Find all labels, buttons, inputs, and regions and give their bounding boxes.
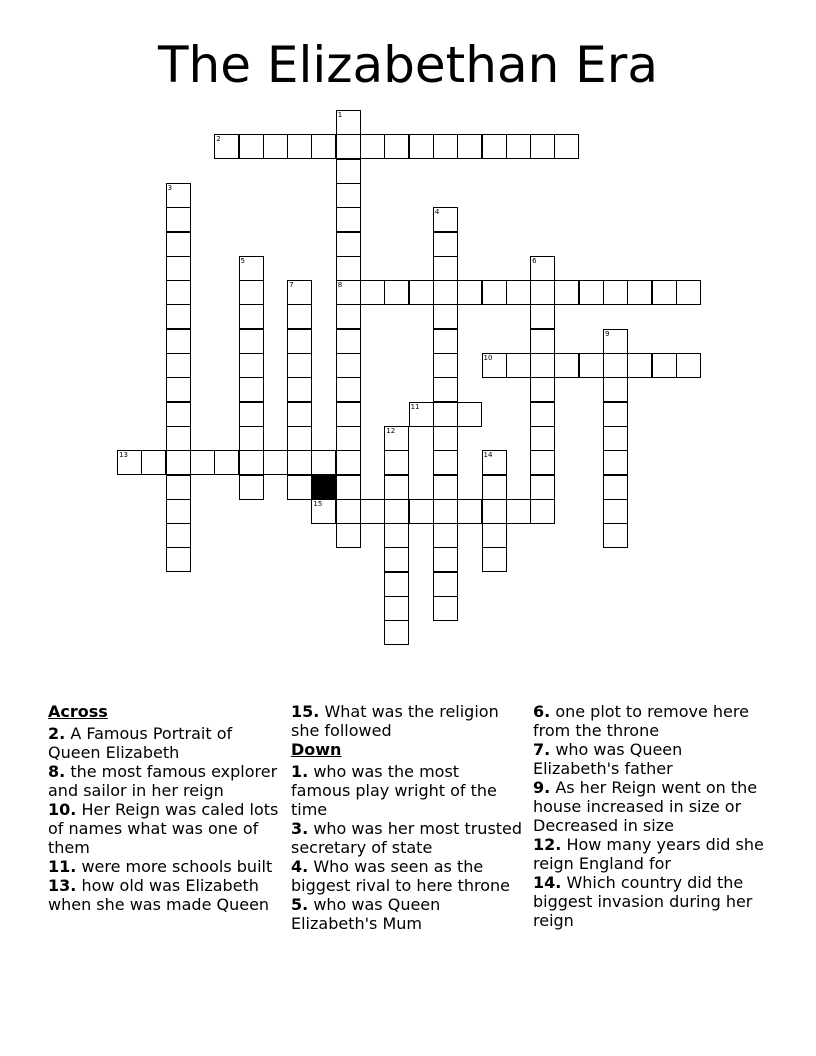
grid-cell[interactable]: [530, 134, 555, 159]
grid-cell[interactable]: [311, 450, 336, 475]
grid-cell[interactable]: [287, 402, 312, 427]
down-heading: Down: [291, 740, 342, 759]
cell-number: 12: [386, 426, 396, 435]
clue-down-1: 1. who was the most famous play wright of the time: [291, 762, 497, 819]
grid-cell[interactable]: [384, 426, 409, 451]
grid-cell[interactable]: [433, 572, 458, 597]
grid-cell[interactable]: [336, 159, 361, 184]
grid-cell[interactable]: [433, 207, 458, 232]
cell-number: 5: [240, 256, 245, 265]
cell-number: 8: [337, 281, 343, 290]
cell-number: 15: [313, 499, 323, 508]
grid-cell[interactable]: [190, 450, 215, 475]
grid-cell[interactable]: [336, 183, 361, 208]
clues-column-3: [533, 702, 773, 930]
grid-cell[interactable]: [384, 596, 409, 621]
grid-cell[interactable]: [506, 134, 531, 159]
grid-cell[interactable]: [239, 426, 264, 451]
grid-cell[interactable]: [409, 280, 434, 305]
grid-cell[interactable]: [336, 523, 361, 548]
grid-cell[interactable]: [117, 450, 142, 475]
grid-cell[interactable]: [506, 280, 531, 305]
grid-cell[interactable]: [166, 523, 191, 548]
grid-cell[interactable]: [287, 377, 312, 402]
grid-cell[interactable]: [239, 134, 264, 159]
grid-cell[interactable]: [530, 280, 555, 305]
grid-cell[interactable]: [554, 134, 579, 159]
grid-cell[interactable]: [554, 280, 579, 305]
cell-number: 14: [483, 451, 493, 460]
grid-cell[interactable]: [433, 256, 458, 281]
grid-cell[interactable]: [433, 304, 458, 329]
grid-cell[interactable]: [287, 353, 312, 378]
grid-cell[interactable]: [239, 475, 264, 500]
grid-cell[interactable]: [433, 523, 458, 548]
grid-cell[interactable]: [627, 353, 652, 378]
grid-cell[interactable]: [166, 232, 191, 257]
grid-cell[interactable]: [409, 134, 434, 159]
grid-cell[interactable]: [287, 450, 312, 475]
clue-down-5: 5. who was Queen Elizabeth's Mum: [291, 895, 441, 933]
grid-cell[interactable]: [579, 280, 604, 305]
grid-cell[interactable]: [482, 547, 507, 572]
grid-cell[interactable]: [530, 450, 555, 475]
grid-cell[interactable]: [141, 450, 166, 475]
grid-cell[interactable]: [360, 499, 385, 524]
cell-number: 7: [289, 281, 294, 290]
grid-cell[interactable]: [433, 377, 458, 402]
grid-cell[interactable]: [166, 207, 191, 232]
grid-cell[interactable]: [433, 450, 458, 475]
grid-cell[interactable]: [311, 499, 336, 524]
across-heading: Across: [48, 702, 108, 721]
grid-cell[interactable]: [287, 426, 312, 451]
grid-cell[interactable]: [239, 377, 264, 402]
cell-number: 10: [483, 354, 493, 362]
cell-number: 2: [216, 135, 221, 144]
grid-cell[interactable]: [530, 256, 555, 281]
grid-cell[interactable]: [239, 353, 264, 378]
grid-cell[interactable]: [433, 475, 458, 500]
grid-cell[interactable]: [457, 134, 482, 159]
grid-cell[interactable]: [603, 280, 628, 305]
grid-cell[interactable]: [239, 450, 264, 475]
clue-across-15: 15. What was the religion she followed: [291, 702, 499, 740]
grid-cell[interactable]: [603, 450, 628, 475]
grid-cell[interactable]: [214, 450, 239, 475]
grid-cell[interactable]: [530, 499, 555, 524]
grid-cell[interactable]: [287, 280, 312, 305]
grid-cell[interactable]: [166, 353, 191, 378]
grid-cell[interactable]: [409, 499, 434, 524]
grid-cell[interactable]: [433, 426, 458, 451]
grid-cell[interactable]: [433, 402, 458, 427]
grid-cell[interactable]: [384, 134, 409, 159]
grid-cell[interactable]: [433, 547, 458, 572]
grid-cell[interactable]: [603, 523, 628, 548]
grid-cell[interactable]: [239, 280, 264, 305]
grid-cell[interactable]: [603, 377, 628, 402]
grid-cell[interactable]: [433, 353, 458, 378]
grid-cell[interactable]: [166, 450, 191, 475]
puzzle-title: The Elizabethan Era: [158, 36, 658, 94]
grid-cell[interactable]: [384, 572, 409, 597]
cell-number: 9: [605, 329, 610, 338]
grid-cell[interactable]: [336, 134, 361, 159]
grid-cell[interactable]: [239, 402, 264, 427]
grid-cell[interactable]: [384, 475, 409, 500]
grid-cell[interactable]: [482, 499, 507, 524]
grid-cell[interactable]: [676, 280, 701, 305]
clues-column-1: [48, 702, 284, 914]
grid-cell[interactable]: [287, 475, 312, 500]
grid-cell[interactable]: [336, 329, 361, 354]
grid-cell[interactable]: [166, 475, 191, 500]
grid-cell[interactable]: [457, 499, 482, 524]
grid-cell[interactable]: [384, 280, 409, 305]
grid-cell[interactable]: [579, 353, 604, 378]
grid-cell[interactable]: [603, 475, 628, 500]
clue-across-10: 10. Her Reign was caled lots of names what was one of them: [48, 800, 279, 857]
grid-cell[interactable]: [287, 134, 312, 159]
grid-cell[interactable]: [384, 523, 409, 548]
grid-cell[interactable]: [384, 547, 409, 572]
grid-cell[interactable]: [336, 353, 361, 378]
grid-cell[interactable]: [603, 329, 628, 354]
grid-cell[interactable]: [530, 304, 555, 329]
cell-number: 3: [167, 183, 173, 192]
grid-cell[interactable]: [166, 256, 191, 281]
grid-cell[interactable]: [530, 402, 555, 427]
grid-cell[interactable]: [603, 353, 628, 378]
grid-cell[interactable]: [433, 596, 458, 621]
grid-cell[interactable]: [336, 280, 361, 305]
grid-cell[interactable]: [384, 499, 409, 524]
clue-across-8: 8. the most famous explorer and sailor in her reign: [48, 762, 278, 800]
cell-number: 11: [410, 402, 420, 411]
grid-cell-blocked: [311, 475, 336, 500]
grid-cell[interactable]: [336, 402, 361, 427]
grid-cell[interactable]: [336, 256, 361, 281]
grid-cell[interactable]: [409, 402, 434, 427]
grid-cell[interactable]: [287, 329, 312, 354]
grid-cell[interactable]: [239, 304, 264, 329]
grid-cell[interactable]: [214, 134, 239, 159]
cell-number: 13: [119, 451, 128, 460]
grid-cell[interactable]: [166, 402, 191, 427]
grid-cell[interactable]: [336, 110, 361, 135]
grid-cell[interactable]: [457, 402, 482, 427]
grid-cell[interactable]: [603, 426, 628, 451]
grid-cell[interactable]: [530, 353, 555, 378]
clue-across-2: 2. A Famous Portrait of Queen Elizabeth: [48, 724, 233, 762]
grid-cell[interactable]: [311, 134, 336, 159]
cell-number: 4: [434, 208, 440, 217]
grid-cell[interactable]: [482, 475, 507, 500]
grid-cell[interactable]: [336, 232, 361, 257]
grid-cell[interactable]: [482, 353, 507, 378]
grid-cell[interactable]: [433, 232, 458, 257]
grid-cell[interactable]: [652, 280, 677, 305]
clue-down-3: 3. who was her most trusted secretary of state: [291, 819, 523, 857]
grid-cell[interactable]: [506, 353, 531, 378]
grid-cell[interactable]: [530, 426, 555, 451]
clue-across-13: 13. how old was Elizabeth when she was made Queen: [48, 876, 270, 914]
grid-cell[interactable]: [652, 353, 677, 378]
grid-cell[interactable]: [263, 134, 288, 159]
grid-cell[interactable]: [360, 134, 385, 159]
grid-cell[interactable]: [482, 523, 507, 548]
grid-cell[interactable]: [506, 499, 531, 524]
grid-cell[interactable]: [239, 256, 264, 281]
grid-cell[interactable]: [433, 499, 458, 524]
grid-cell[interactable]: [166, 329, 191, 354]
grid-cell[interactable]: [336, 207, 361, 232]
clues-column-2: [291, 702, 523, 933]
clue-down-4: 4. Who was seen as the biggest rival to here throne: [291, 857, 510, 895]
grid-cell[interactable]: [433, 134, 458, 159]
grid-cell[interactable]: [433, 280, 458, 305]
grid-cell[interactable]: [336, 450, 361, 475]
grid-cell[interactable]: [384, 620, 409, 645]
grid-cell[interactable]: [530, 329, 555, 354]
clue-down-14: 14. Which country did the biggest invasion during her reign: [533, 873, 753, 930]
clue-down-7: 7. who was Queen Elizabeth's father: [533, 740, 683, 778]
grid-cell[interactable]: [482, 134, 507, 159]
grid-cell[interactable]: [166, 280, 191, 305]
grid-cell[interactable]: [360, 280, 385, 305]
grid-cell[interactable]: [457, 280, 482, 305]
grid-cell[interactable]: [384, 450, 409, 475]
grid-cell[interactable]: [433, 329, 458, 354]
grid-cell[interactable]: [530, 475, 555, 500]
grid-cell[interactable]: [603, 499, 628, 524]
grid-cell[interactable]: [482, 280, 507, 305]
grid-cell[interactable]: [166, 499, 191, 524]
grid-cell[interactable]: [482, 450, 507, 475]
grid-cell[interactable]: [676, 353, 701, 378]
cell-number: 1: [337, 111, 343, 119]
grid-cell[interactable]: [336, 304, 361, 329]
grid-cell[interactable]: [263, 450, 288, 475]
clue-down-6: 6. one plot to remove here from the throne: [533, 702, 749, 740]
grid-cell[interactable]: [554, 353, 579, 378]
grid-cell[interactable]: [603, 402, 628, 427]
grid-cell[interactable]: [336, 377, 361, 402]
clue-down-12: 12. How many years did she reign England for: [533, 835, 764, 873]
grid-cell[interactable]: [336, 499, 361, 524]
grid-cell[interactable]: [530, 377, 555, 402]
grid-cell[interactable]: [239, 329, 264, 354]
grid-cell[interactable]: [336, 426, 361, 451]
grid-cell[interactable]: [166, 377, 191, 402]
grid-cell[interactable]: [166, 304, 191, 329]
clue-down-9: 9. As her Reign went on the house increased in size or Decreased in size: [533, 778, 758, 835]
grid-cell[interactable]: [287, 304, 312, 329]
cell-number: 6: [532, 256, 537, 265]
clue-across-11: 11. were more schools built: [48, 857, 273, 876]
grid-cell[interactable]: [627, 280, 652, 305]
grid-cell[interactable]: [166, 547, 191, 572]
grid-cell[interactable]: [166, 183, 191, 208]
grid-cell[interactable]: [336, 475, 361, 500]
grid-cell[interactable]: [166, 426, 191, 451]
